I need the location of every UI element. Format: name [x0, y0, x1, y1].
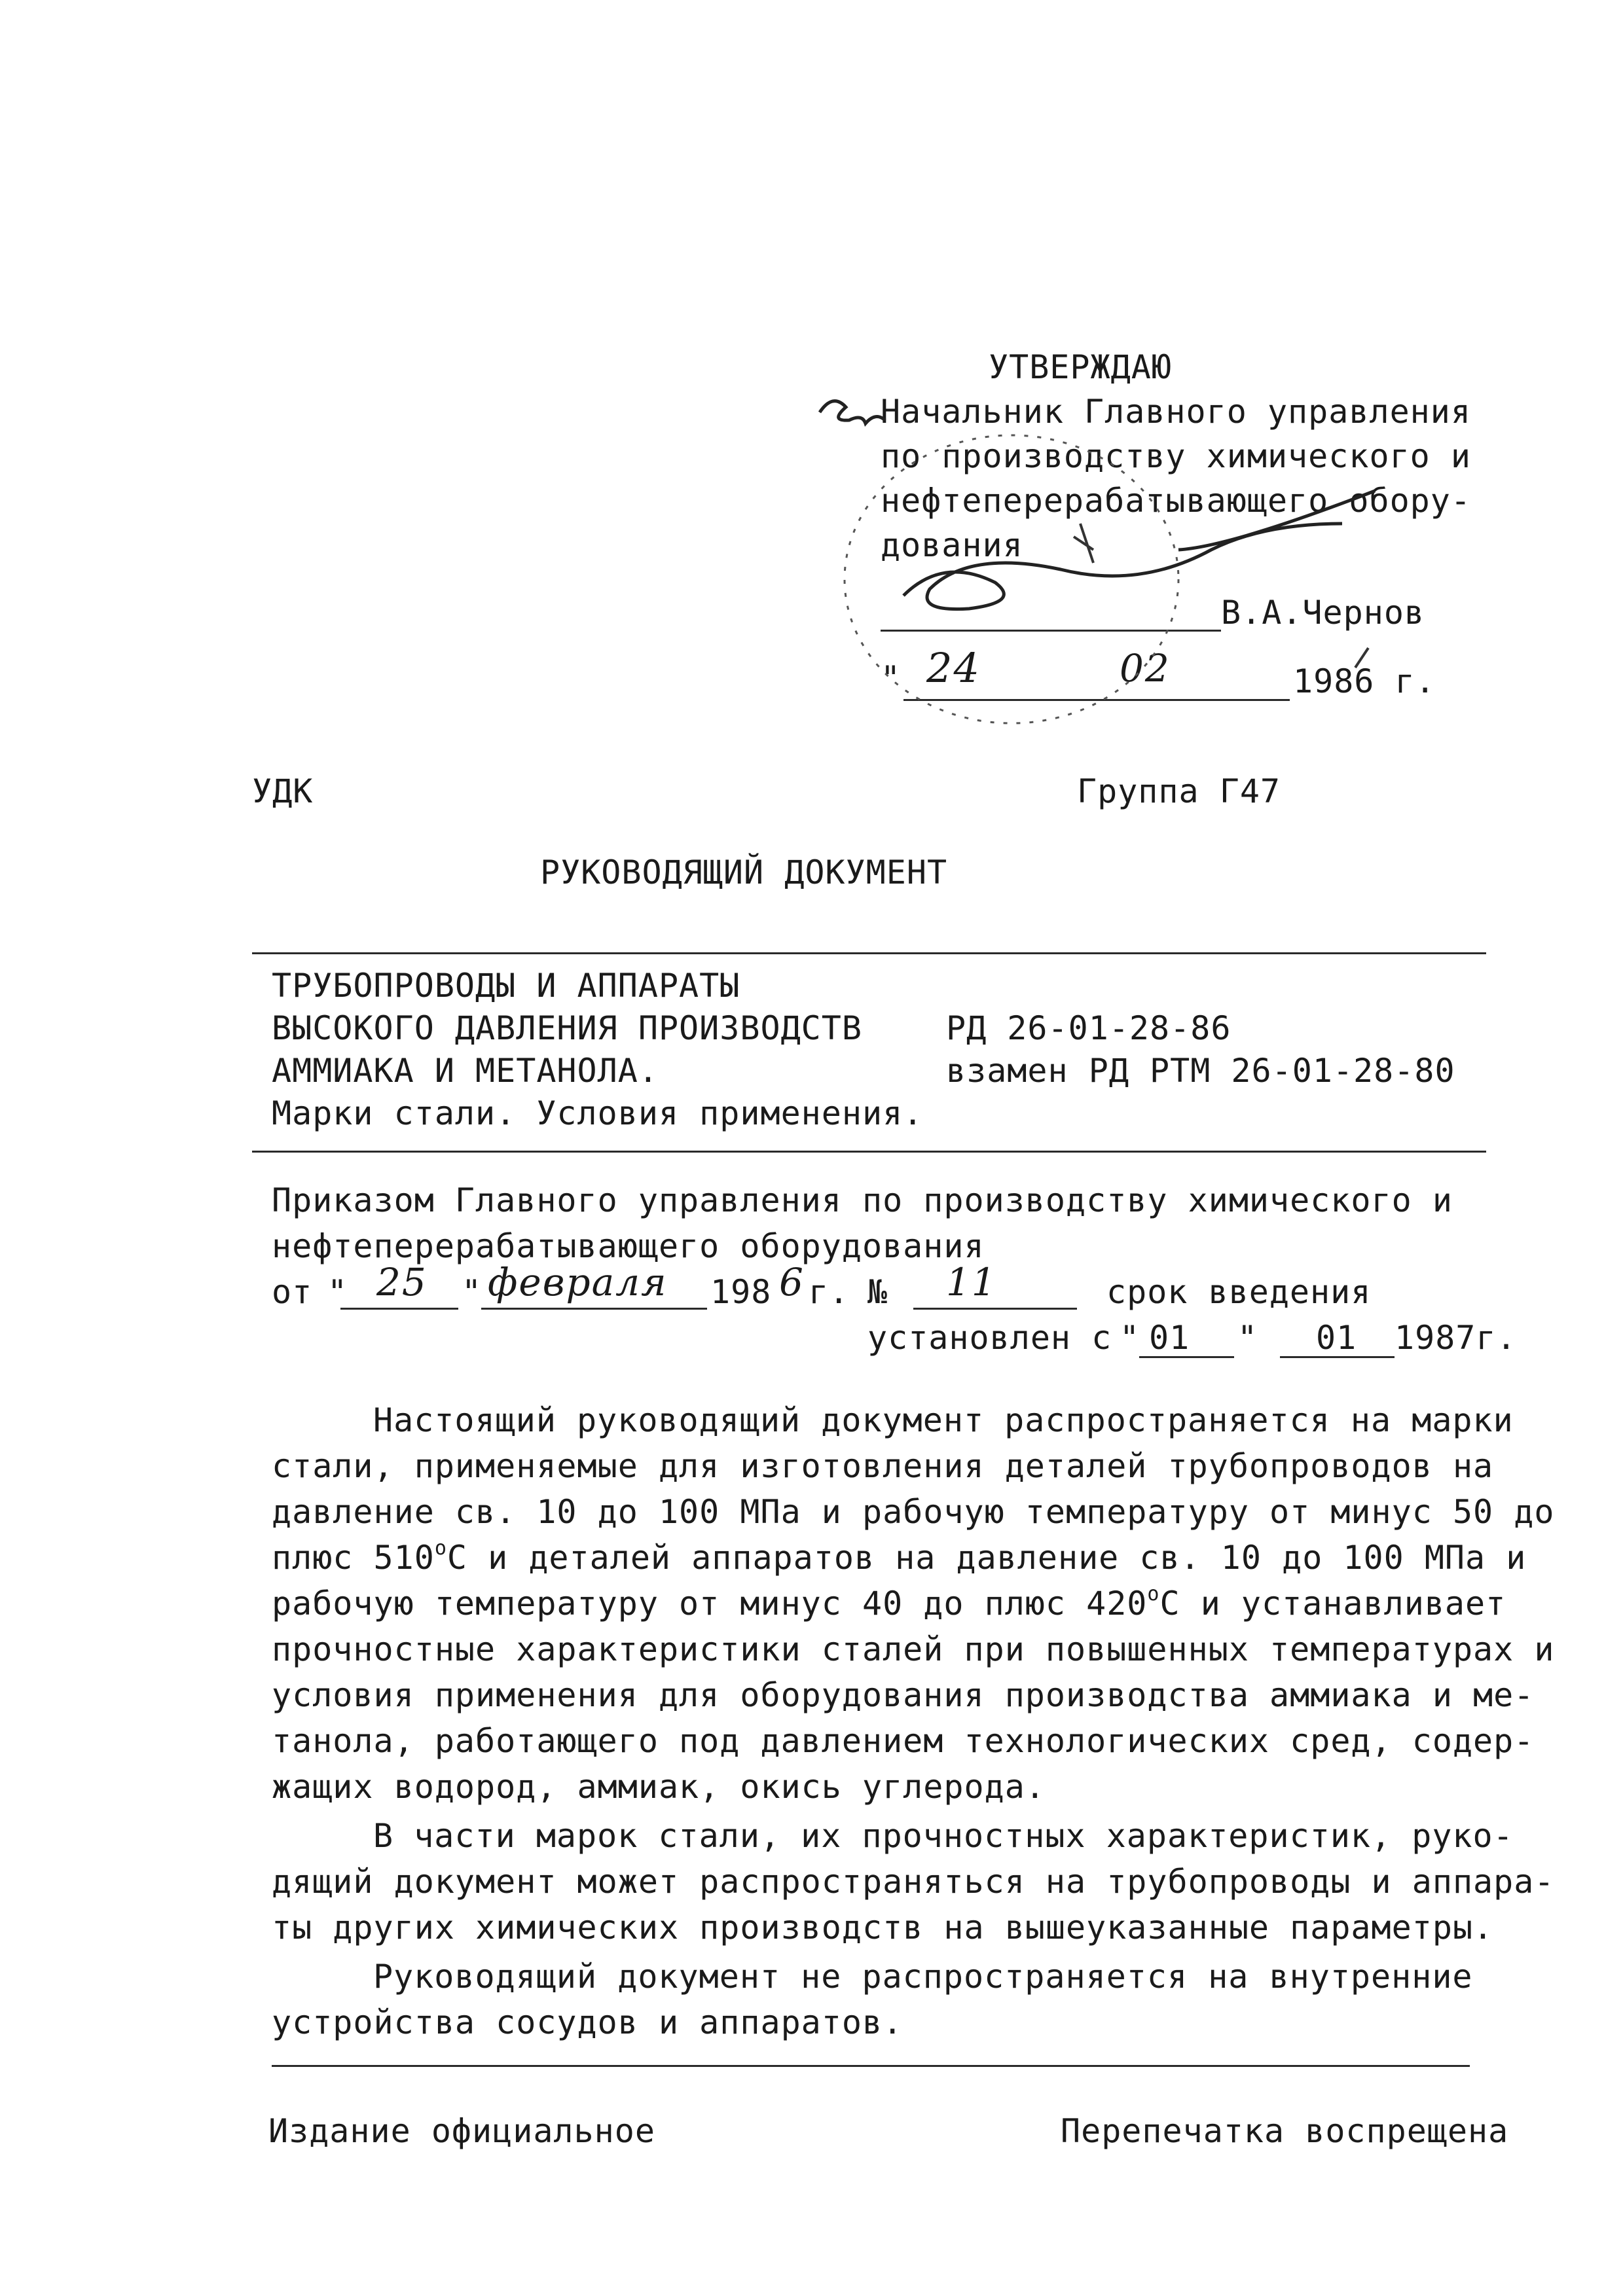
date-line: [903, 699, 1290, 701]
body-line: Настоящий руководящий документ распространяется на марки: [373, 1401, 1514, 1439]
body-line-part: рабочую температуру от минус 40 до плюс 420: [272, 1585, 1148, 1623]
order-number-line: [913, 1308, 1077, 1310]
order-number: 11: [946, 1260, 997, 1304]
order-established-label: установлен с: [867, 1319, 1112, 1357]
intro-day-line: [1139, 1356, 1234, 1358]
title-line: ВЫСОКОГО ДАВЛЕНИЯ ПРОИЗВОДСТВ: [272, 1009, 862, 1047]
approval-date-quote: ": [881, 659, 902, 697]
body-line-part: плюс 510: [272, 1539, 435, 1577]
approval-date-day: 24: [926, 644, 981, 692]
order-month-line: [481, 1308, 707, 1310]
intro-month-line: [1280, 1356, 1395, 1358]
order-day-line: [340, 1308, 458, 1310]
body-line: устройства сосудов и аппаратов.: [272, 2003, 903, 2041]
order-line: нефтеперерабатывающего оборудования: [272, 1227, 985, 1265]
body-line: танола, работающего под давлением технологических сред, содер-: [272, 1722, 1535, 1760]
approval-date-year: 1986 г.: [1293, 662, 1436, 700]
body-line: давление св. 10 до 100 МПа и рабочую температуру от минус 50 до: [272, 1493, 1555, 1531]
udk-label: УДК: [252, 772, 314, 810]
approval-heading: УТВЕРЖДАЮ: [989, 348, 1172, 386]
approval-date-month: 02: [1120, 646, 1171, 691]
quote: ": [1237, 1319, 1258, 1357]
body-line: [272, 1583, 1506, 1625]
degree-sign: о: [434, 1537, 447, 1560]
approval-line: дования: [881, 526, 1023, 564]
body-line: В части марок стали, их прочностных характеристик, руко-: [373, 1817, 1514, 1855]
order-year-prefix: 198: [710, 1273, 772, 1311]
document-type-heading: РУКОВОДЯЩИЙ ДОКУМЕНТ: [540, 853, 948, 891]
initials-mark: [820, 401, 885, 423]
order-number-label: №: [867, 1273, 888, 1311]
body-line-part: и деталей аппаратов на давление св. 10 до 100 МПа и: [488, 1539, 1527, 1577]
order-month: февраля: [488, 1260, 668, 1304]
quote: ": [462, 1273, 483, 1311]
quote: ": [1120, 1319, 1140, 1357]
order-line: Приказом Главного управления по производству химического и: [272, 1181, 1453, 1219]
title-top-rule: [252, 952, 1486, 954]
approval-line: нефтеперерабатывающего обору-: [881, 482, 1471, 520]
order-term-label: срок введения: [1106, 1273, 1372, 1311]
intro-day: 01: [1149, 1319, 1190, 1357]
replaces-document: взамен РД РТМ 26-01-28-80: [946, 1052, 1455, 1090]
group-label: Группа Г47: [1077, 772, 1281, 810]
signature-line: [881, 630, 1221, 632]
body-line: стали, применяемые для изготовления деталей трубопроводов на: [272, 1447, 1494, 1485]
order-year-suffix: г.: [809, 1273, 850, 1311]
order-day: 25: [376, 1260, 428, 1304]
celsius-sign: С: [447, 1539, 467, 1577]
body-line: Руководящий документ не распространяется на внутренние: [373, 1958, 1473, 1996]
body-line: прочностные характеристики сталей при повышенных температурах и: [272, 1630, 1555, 1668]
title-bottom-rule: [252, 1151, 1486, 1153]
footer-edition: Издание официальное: [268, 2112, 655, 2150]
celsius-sign: С: [1159, 1585, 1180, 1623]
body-line: жащих водород, аммиак, окись углерода.: [272, 1768, 1046, 1806]
body-line: условия применения для оборудования производства аммиака и ме-: [272, 1676, 1535, 1714]
approval-signatory: В.А.Чернов: [1221, 594, 1425, 632]
order-year-digit: 6: [779, 1260, 805, 1304]
body-line: дящий документ может распространяться на трубопроводы и аппара-: [272, 1863, 1555, 1901]
body-line: [272, 1537, 1526, 1579]
intro-month: 01: [1316, 1319, 1357, 1357]
order-from-label: от: [272, 1273, 313, 1311]
footer-reprint-notice: Перепечатка воспрещена: [1061, 2112, 1509, 2150]
approval-line: по производству химического и: [881, 437, 1471, 475]
title-line: ТРУБОПРОВОДЫ И АППАРАТЫ: [272, 967, 740, 1005]
degree-sign: о: [1147, 1583, 1160, 1605]
quote: ": [327, 1273, 348, 1311]
footer-rule: [272, 2065, 1470, 2067]
title-line: Марки стали. Условия применения.: [272, 1094, 924, 1132]
approval-line: Начальник Главного управления: [881, 393, 1471, 431]
body-line-part: и устанавливает: [1200, 1585, 1506, 1623]
title-line: АММИАКА И МЕТАНОЛА.: [272, 1052, 659, 1090]
body-line: ты других химических производств на вышеуказанные параметры.: [272, 1909, 1494, 1946]
document-number: РД 26-01-28-86: [946, 1009, 1231, 1047]
intro-year: 1987г.: [1395, 1319, 1517, 1357]
